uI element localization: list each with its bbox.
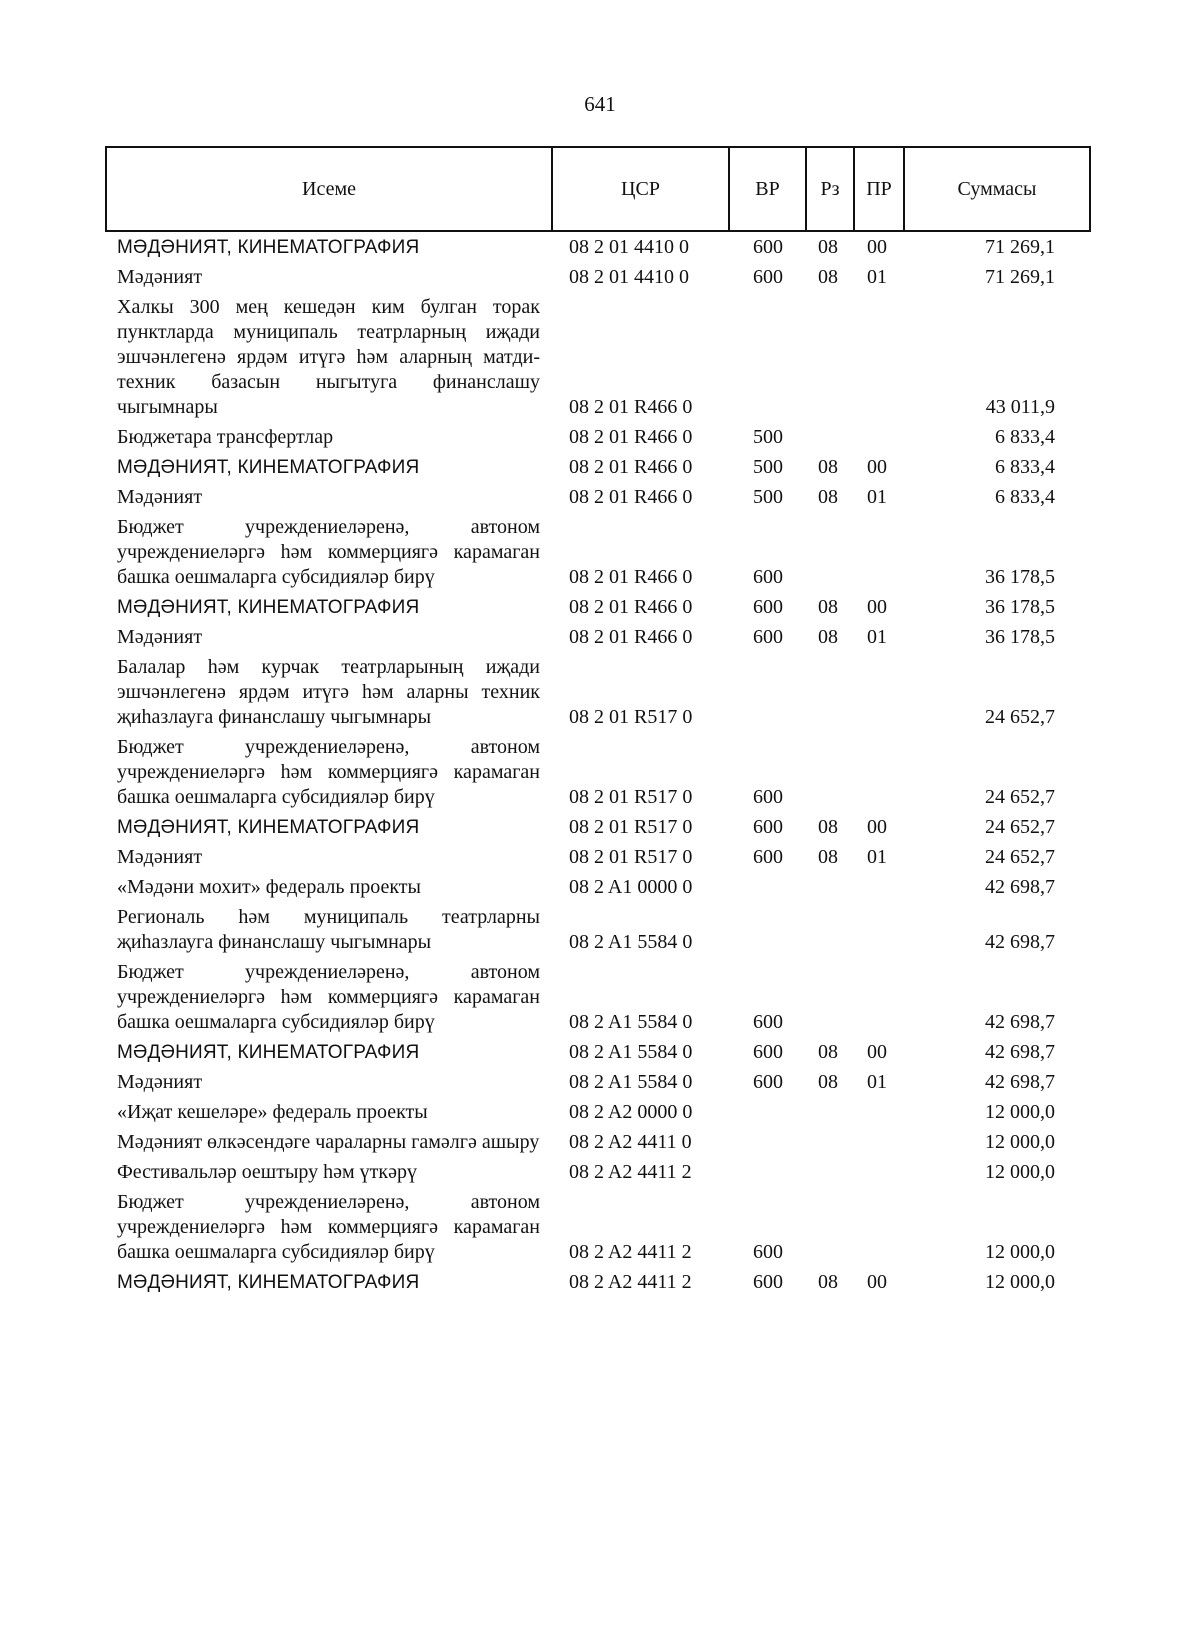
cell-pr (854, 423, 904, 453)
cell-rz (806, 293, 854, 423)
cell-pr (854, 733, 904, 813)
table-row (106, 453, 1090, 483)
cell-rz: 08 (818, 1071, 838, 1093)
cell-name: МӘДӘНИЯТ, КИНЕМАТОГРАФИЯ (117, 457, 420, 478)
cell-sum: 12 000,0 (985, 1241, 1055, 1263)
cell-pr (854, 293, 904, 423)
cell-pr: 00 (867, 456, 887, 478)
cell-name: Мәдәният (117, 266, 203, 288)
cell-vr: 600 (753, 596, 783, 618)
cell-sum: 24 652,7 (985, 786, 1055, 808)
cell-csr: 08 2 01 R466 0 (569, 626, 693, 648)
cell-pr (854, 513, 904, 593)
cell-name: МӘДӘНИЯТ, КИНЕМАТОГРАФИЯ (117, 817, 420, 838)
cell-rz (806, 653, 854, 733)
table-row (106, 293, 1090, 423)
cell-rz (806, 513, 854, 593)
cell-pr (854, 903, 904, 958)
cell-csr: 08 2 01 4410 0 (569, 236, 689, 258)
cell-vr: 600 (753, 626, 783, 648)
cell-vr: 500 (753, 486, 783, 508)
cell-rz: 08 (818, 236, 838, 258)
table-row (106, 1188, 1090, 1268)
cell-rz: 08 (818, 266, 838, 288)
cell-name: Бюджетара трансфертлар (117, 426, 334, 448)
cell-vr (729, 1098, 806, 1128)
cell-rz (806, 733, 854, 813)
cell-name: Бюджет учреждениеләренә, автоном учреждениеләргә һәм коммерциягә карамаган башка оешмаларга субсидияләр бирү (117, 516, 540, 588)
cell-sum: 42 698,7 (985, 876, 1055, 898)
cell-pr: 00 (867, 236, 887, 258)
cell-sum: 12 000,0 (985, 1271, 1055, 1293)
page-number: 641 (584, 92, 616, 116)
cell-vr: 600 (753, 846, 783, 868)
cell-csr: 08 2 A2 4411 2 (569, 1161, 692, 1183)
header-csr: ЦСР (552, 147, 729, 231)
cell-name: «Иҗат кешеләре» федераль проекты (117, 1101, 428, 1123)
cell-csr: 08 2 01 R466 0 (569, 596, 693, 618)
header-vr: ВР (729, 147, 806, 231)
cell-csr: 08 2 01 4410 0 (569, 266, 689, 288)
cell-pr (854, 653, 904, 733)
table-row (106, 1158, 1090, 1188)
cell-csr: 08 2 A2 0000 0 (569, 1101, 693, 1123)
table-row (106, 843, 1090, 873)
cell-csr: 08 2 A1 5584 0 (569, 1041, 693, 1063)
cell-name: Мәдәният өлкәсендәге чараларны гамәлгә ашыру (117, 1131, 540, 1153)
header-rz: Рз (806, 147, 854, 231)
cell-name: Мәдәният (117, 626, 203, 648)
cell-csr: 08 2 A2 4411 2 (569, 1271, 692, 1293)
cell-sum: 6 833,4 (995, 456, 1055, 478)
cell-rz: 08 (818, 1271, 838, 1293)
header-sum: Суммасы (904, 147, 1090, 231)
cell-pr: 00 (867, 596, 887, 618)
cell-csr: 08 2 A2 4411 0 (569, 1131, 692, 1153)
cell-name: МӘДӘНИЯТ, КИНЕМАТОГРАФИЯ (117, 237, 420, 258)
cell-csr: 08 2 A1 5584 0 (569, 931, 693, 953)
cell-pr (854, 873, 904, 903)
cell-pr (854, 958, 904, 1038)
cell-vr: 600 (753, 266, 783, 288)
cell-name: МӘДӘНИЯТ, КИНЕМАТОГРАФИЯ (117, 597, 420, 618)
table-row (106, 1038, 1090, 1068)
cell-rz (806, 423, 854, 453)
cell-vr: 600 (753, 1041, 783, 1063)
cell-pr (854, 1188, 904, 1268)
cell-pr: 01 (867, 846, 887, 868)
cell-csr: 08 2 A2 4411 2 (569, 1241, 692, 1263)
table-row (106, 873, 1090, 903)
cell-rz (806, 1128, 854, 1158)
cell-vr (729, 653, 806, 733)
cell-sum: 42 698,7 (985, 1011, 1055, 1033)
cell-vr: 600 (753, 1241, 783, 1263)
header-name: Исеме (106, 147, 552, 231)
cell-sum: 12 000,0 (985, 1101, 1055, 1123)
cell-vr: 600 (753, 1011, 783, 1033)
cell-sum: 24 652,7 (985, 846, 1055, 868)
cell-rz (806, 1158, 854, 1188)
cell-name: Бюджет учреждениеләренә, автоном учреждениеләргә һәм коммерциягә карамаган башка оешмаларга субсидияләр бирү (117, 961, 540, 1033)
cell-rz: 08 (818, 486, 838, 508)
cell-sum: 24 652,7 (985, 706, 1055, 728)
cell-rz (806, 958, 854, 1038)
cell-rz (806, 873, 854, 903)
cell-vr (729, 873, 806, 903)
cell-name: Региональ һәм муниципаль театрларны җиһазлауга финанслашу чыгымнары (117, 906, 540, 953)
cell-csr: 08 2 01 R466 0 (569, 456, 693, 478)
cell-csr: 08 2 A1 5584 0 (569, 1071, 693, 1093)
cell-csr: 08 2 01 R517 0 (569, 786, 693, 808)
cell-name: Бюджет учреждениеләренә, автоном учреждениеләргә һәм коммерциягә карамаган башка оешмаларга субсидияләр бирү (117, 736, 540, 808)
cell-sum: 36 178,5 (985, 566, 1055, 588)
cell-vr: 500 (753, 426, 783, 448)
cell-csr: 08 2 A1 5584 0 (569, 1011, 693, 1033)
cell-pr: 00 (867, 1271, 887, 1293)
table-body (106, 231, 1090, 1298)
table-row (106, 513, 1090, 593)
cell-name: МӘДӘНИЯТ, КИНЕМАТОГРАФИЯ (117, 1272, 420, 1293)
cell-rz: 08 (818, 596, 838, 618)
cell-vr (729, 293, 806, 423)
cell-sum: 6 833,4 (995, 426, 1055, 448)
cell-name: Мәдәният (117, 846, 203, 868)
table-row (106, 958, 1090, 1038)
cell-sum: 71 269,1 (985, 266, 1055, 288)
cell-rz: 08 (818, 456, 838, 478)
cell-sum: 24 652,7 (985, 816, 1055, 838)
header-pr: ПР (854, 147, 904, 231)
cell-sum: 36 178,5 (985, 596, 1055, 618)
table-row (106, 1128, 1090, 1158)
cell-csr: 08 2 01 R466 0 (569, 486, 693, 508)
cell-name: Халкы 300 мең кешедән ким булган торак пунктларда муниципаль театрларның иҗади эшчәнлегенә ярдәм итүгә һәм аларның матди-техник базасын ныгытуга финанслашу чыгымнары (117, 296, 540, 418)
cell-vr (729, 1128, 806, 1158)
table-row (106, 231, 1090, 263)
cell-csr: 08 2 01 R517 0 (569, 846, 693, 868)
cell-csr: 08 2 A1 0000 0 (569, 876, 693, 898)
cell-pr: 00 (867, 1041, 887, 1063)
table-row (106, 593, 1090, 623)
table-row (106, 733, 1090, 813)
cell-csr: 08 2 01 R517 0 (569, 706, 693, 728)
cell-sum: 42 698,7 (985, 1071, 1055, 1093)
cell-csr: 08 2 01 R466 0 (569, 396, 693, 418)
cell-rz (806, 903, 854, 958)
cell-rz: 08 (818, 846, 838, 868)
header-row (106, 147, 1090, 231)
cell-name: Фестивальләр оештыру һәм үткәрү (117, 1161, 417, 1183)
table-row (106, 1268, 1090, 1298)
cell-pr: 01 (867, 486, 887, 508)
cell-pr (854, 1158, 904, 1188)
cell-csr: 08 2 01 R466 0 (569, 426, 693, 448)
table-row (106, 1098, 1090, 1128)
cell-vr: 600 (753, 816, 783, 838)
cell-sum: 42 698,7 (985, 931, 1055, 953)
cell-rz: 08 (818, 1041, 838, 1063)
cell-pr (854, 1128, 904, 1158)
cell-name: Мәдәният (117, 1071, 203, 1093)
cell-vr: 600 (753, 566, 783, 588)
table-row (106, 653, 1090, 733)
cell-vr: 600 (753, 786, 783, 808)
budget-table (105, 146, 1091, 1298)
cell-pr: 01 (867, 1071, 887, 1093)
cell-name: МӘДӘНИЯТ, КИНЕМАТОГРАФИЯ (117, 1042, 420, 1063)
table-header (106, 147, 1090, 231)
cell-vr: 500 (753, 456, 783, 478)
cell-sum: 42 698,7 (985, 1041, 1055, 1063)
table-row (106, 813, 1090, 843)
cell-csr: 08 2 01 R517 0 (569, 816, 693, 838)
cell-sum: 43 011,9 (985, 396, 1055, 418)
cell-pr: 01 (867, 266, 887, 288)
cell-rz: 08 (818, 626, 838, 648)
cell-sum: 36 178,5 (985, 626, 1055, 648)
cell-name: Бюджет учреждениеләренә, автоном учреждениеләргә һәм коммерциягә карамаган башка оешмаларга субсидияләр бирү (117, 1191, 540, 1263)
cell-sum: 12 000,0 (985, 1161, 1055, 1183)
cell-csr: 08 2 01 R466 0 (569, 566, 693, 588)
cell-name: Мәдәният (117, 486, 203, 508)
cell-vr: 600 (753, 1071, 783, 1093)
cell-rz (806, 1188, 854, 1268)
cell-vr (729, 1158, 806, 1188)
table-row (106, 263, 1090, 293)
cell-sum: 6 833,4 (995, 486, 1055, 508)
cell-rz: 08 (818, 816, 838, 838)
cell-pr: 01 (867, 626, 887, 648)
table-row (106, 1068, 1090, 1098)
cell-rz (806, 1098, 854, 1128)
cell-name: Балалар һәм курчак театрларының иҗади эшчәнлегенә ярдәм итүгә һәм аларны техник җиһазлауга финанслашу чыгымнары (117, 656, 540, 728)
cell-pr (854, 1098, 904, 1128)
cell-sum: 71 269,1 (985, 236, 1055, 258)
cell-vr: 600 (753, 1271, 783, 1293)
cell-pr: 00 (867, 816, 887, 838)
table-row (106, 483, 1090, 513)
cell-name: «Мәдәни мохит» федераль проекты (117, 876, 421, 898)
cell-vr: 600 (753, 236, 783, 258)
cell-sum: 12 000,0 (985, 1131, 1055, 1153)
table-row (106, 423, 1090, 453)
cell-vr (729, 903, 806, 958)
table-row (106, 623, 1090, 653)
table-row (106, 903, 1090, 958)
